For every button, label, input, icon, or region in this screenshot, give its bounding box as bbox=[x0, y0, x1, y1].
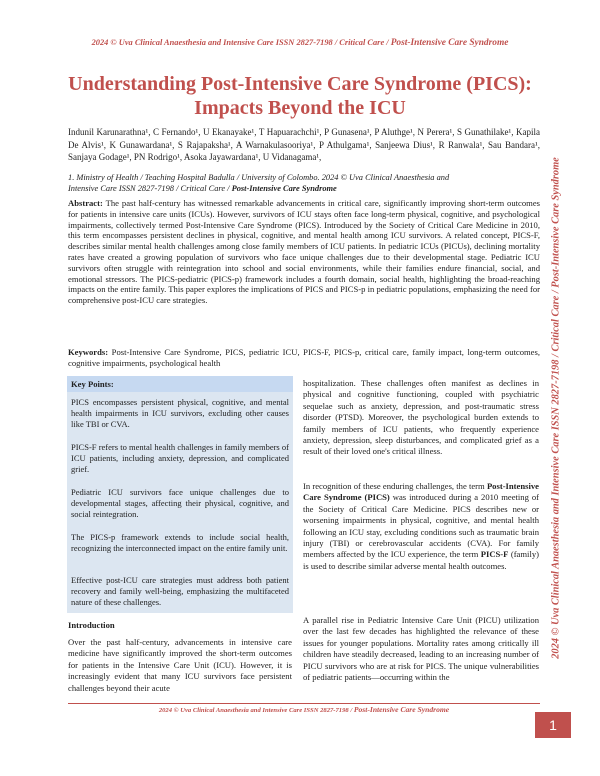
introduction-text: Over the past half-century, advancements in intensive care medicine have significantly improved the short-term outcomes for patients in the Intensive Care Unit (ICU). However, it is increasingly evident that many ICU survivors face persistent challenges beyond their acute bbox=[68, 637, 292, 693]
footer-short-title: Post-Intensive Care Syndrome bbox=[353, 705, 450, 714]
key-points-box bbox=[67, 376, 293, 613]
right-column-paragraph-2: In recognition of these enduring challenges, the term Post-Intensive Care Syndrome (PICS) was introduced during a 2010 meeting of the Society of Critical Care Medicine. PICS describes new or worsening impairments in physical, cognitive, and mental health following an ICU stay, excluding conditions such as traumatic brain injury (TBI) or cerebrovascular accidents (CVA). For family members affected by the ICU experience, the term PICS-F (family) is used to describe similar adverse mental health outcomes. bbox=[303, 481, 540, 571]
side-banner bbox=[546, 100, 566, 715]
key-point: Effective post-ICU care strategies must address both patient recovery and family well-being, emphasizing the multifaceted nature of these challenges. bbox=[71, 575, 289, 607]
paper-title-line1: Understanding Post-Intensive Care Syndrome (PICS): bbox=[68, 73, 532, 95]
keywords-text: Post-Intensive Care Syndrome, PICS, pediatric ICU, PICS-F, PICS-p, critical care, family impact, long-term outcomes, cognitive impairments, psychological health bbox=[68, 347, 540, 368]
affiliation bbox=[68, 172, 540, 194]
introduction-heading: Introduction bbox=[68, 620, 115, 630]
key-point: PICS encompasses persistent physical, cognitive, and mental health impairments in ICU survivors, excluding other causes like TBI or CVA. bbox=[71, 397, 289, 429]
paper-title bbox=[60, 72, 540, 120]
running-header bbox=[60, 38, 540, 48]
header-short-title: Post-Intensive Care Syndrome bbox=[390, 38, 509, 48]
abstract bbox=[68, 198, 540, 306]
page-number: 1 bbox=[535, 712, 571, 738]
footer-journal: 2024 © Uva Clinical Anaesthesia and Intensive Care ISSN 2827-7198 / bbox=[158, 707, 353, 714]
keywords bbox=[68, 347, 540, 369]
side-banner-text: 2024 © Uva Clinical Anaesthesia and Intensive Care ISSN 2827-7198 / Critical Care / Post-Intensive Care Syndrome bbox=[550, 156, 562, 659]
affiliation-line1: 1. Ministry of Health / Teaching Hospital Badulla / University of Colombo. 2024 © Uva Clinical Anaesthesia and bbox=[68, 173, 450, 182]
affiliation-line2: Intensive Care ISSN 2827-7198 / Critical Care / Post-Intensive Care Syndrome bbox=[68, 184, 337, 193]
author-list: Indunil Karunarathna¹, C Fernando¹, U Ekanayake¹, T Hapuarachchi¹, P Gunasena¹, P Aluthge¹, N Perera¹, S Gunathilake¹, Kapila De Alvis¹, K Gunawardana¹, S Rajapaksha¹, A Warnakulasooriya¹, P Athulgama¹, Sanjeewa Dius¹, R Ranwala¹, Sau Bandara¹, Sanjaya Godage¹, PN Rodrigo¹, Asoka Jayawardana¹, U Vidanagama¹, bbox=[68, 127, 540, 163]
header-journal: 2024 © Uva Clinical Anaesthesia and Intensive Care ISSN 2827-7198 / Critical Care / bbox=[91, 38, 389, 47]
pics-f-term: PICS-F bbox=[480, 549, 509, 560]
right-column-paragraph-1: hospitalization. These challenges often manifest as declines in physical and cognitive functioning, coupled with psychiatric sequelae such as anxiety, depression, and post-traumatic stress disorder (PTSD). Moreover, the psychological burden extends to family members of ICU patients, who frequently experience anxiety, depression, sleep disturbances, and complicated grief as a result of their loved one's critical illness. bbox=[303, 378, 539, 457]
key-points-heading: Key Points: bbox=[71, 379, 114, 389]
paper-title-line2: Impacts Beyond the ICU bbox=[194, 97, 406, 119]
running-footer bbox=[68, 705, 540, 714]
right-column-paragraph-3: A parallel rise in Pediatric Intensive Care Unit (PICU) utilization over the last few decades has highlighted the relevance of these issues for younger populations. Mortality rates among critically ill children have steadily decreased, leading to an increasing number of PICU survivors who are at risk for PICS. The unique vulnerabilities of pediatric patients—occurring within the bbox=[303, 615, 539, 683]
abstract-text: The past half-century has witnessed remarkable advancements in critical care, significantly improving short-term outcomes for patients in intensive care units (ICUs). However, survivors of ICU stays often face long-term physical, cognitive, and psychological impairments, collectively termed Post-Intensive Care Syndrome (PICS). Introduced by the Society of Critical Care Medicine in 2010, this term encompasses persistent declines in physical, cognitive, and mental health among ICU survivors. A related concept, PICS-F, describes similar mental health challenges among close family members of ICU patients. In pediatric ICUs (PICUs), declining mortality rates have created a growing population of survivors who face unique challenges due to their developmental stage. Pediatric ICU survivors often struggle with reintegration into school and social environments, while their families endure financial, social, and emotional stressors. The PICS-pediatric (PICS-p) framework includes a fourth domain, social health, highlighting the broad-reaching impacts on the entire family. This paper explores the implications of PICS and PICS-p in pediatric populations, emphasizing the need for comprehensive post-ICU care strategies. bbox=[68, 198, 540, 306]
key-points-header bbox=[67, 376, 293, 392]
pics-term: Post-Intensive Care Syndrome (PICS) bbox=[303, 481, 539, 503]
key-point: Pediatric ICU survivors face unique challenges due to developmental stages, affecting their physical, cognitive, and social reintegration. bbox=[71, 487, 289, 519]
abstract-label: Abstract: bbox=[68, 198, 103, 208]
footer-divider bbox=[68, 703, 540, 704]
key-point: The PICS-p framework extends to include social health, recognizing the interconnected impact on the entire family unit. bbox=[71, 532, 289, 553]
keywords-label: Keywords: bbox=[68, 347, 109, 357]
key-point: PICS-F refers to mental health challenges in family members of ICU patients, including anxiety, depression, and complicated grief. bbox=[71, 442, 289, 474]
